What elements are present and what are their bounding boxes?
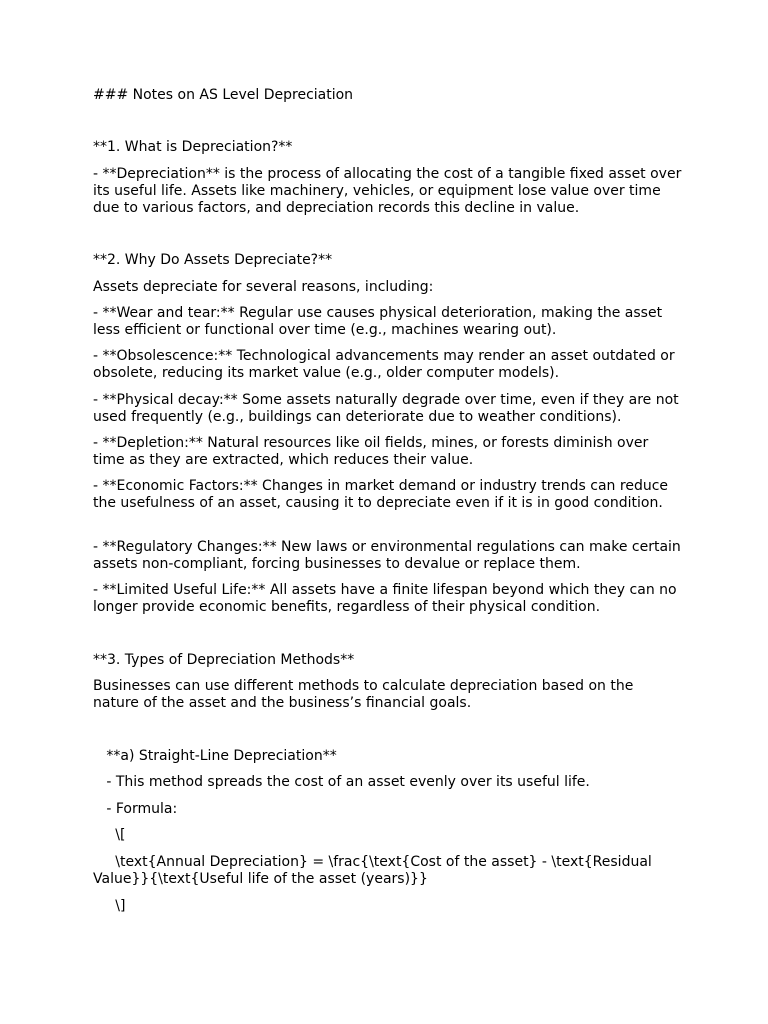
formula-open: \[ (93, 827, 126, 843)
section-1-paragraph: - **Depreciation** is the process of allocating the cost of a tangible fixed asset over its useful life. Assets like machinery, vehicles, or equipment lose value over time due to various factors, and depreciation records this decline in value. (93, 166, 686, 216)
bullet-obsolescence: - **Obsolescence:** Technological advancements may render an asset outdated or obsolete, reducing its market value (e.g., older computer models). (93, 348, 680, 381)
formula-close: \] (93, 898, 126, 914)
section-2-intro: Assets depreciate for several reasons, including: (93, 279, 434, 295)
section-2-heading: **2. Why Do Assets Depreciate?** (93, 252, 333, 268)
bullet-physical-decay: - **Physical decay:** Some assets naturally degrade over time, even if they are not used frequently (e.g., buildings can deteriorate due to weather conditions). (93, 392, 684, 425)
section-3-heading: **3. Types of Depreciation Methods** (93, 652, 355, 668)
section-1-heading: **1. What is Depreciation?** (93, 139, 293, 155)
bullet-limited-useful-life: - **Limited Useful Life:** All assets have a finite lifespan beyond which they can no longer provide economic benefits, regardless of their physical condition. (93, 582, 682, 615)
bullet-regulatory-changes: - **Regulatory Changes:** New laws or environmental regulations can make certain assets non-compliant, forcing businesses to devalue or replace them. (93, 539, 686, 572)
bullet-economic-factors: - **Economic Factors:** Changes in market demand or industry trends can reduce the usefulness of an asset, causing it to depreciate even if it is in good condition. (93, 478, 673, 511)
bullet-depletion: - **Depletion:** Natural resources like oil fields, mines, or forests diminish over time as they are extracted, which reduces their value. (93, 435, 653, 468)
bullet-wear-and-tear: - **Wear and tear:** Regular use causes physical deterioration, making the asset less efficient or functional over time (e.g., machines wearing out). (93, 305, 667, 338)
subsection-3a-heading: **a) Straight-Line Depreciation** (93, 748, 337, 764)
formula-body: \text{Annual Depreciation} = \frac{\text{Cost of the asset} - \text{Residual Value}}{\text{Useful life of the asset (years)}} (93, 854, 657, 887)
document-title: ### Notes on AS Level Depreciation (93, 87, 354, 103)
formula-label: - Formula: (93, 801, 178, 817)
subsection-3a-bullet: - This method spreads the cost of an asset evenly over its useful life. (93, 774, 590, 790)
section-3-intro: Businesses can use different methods to calculate depreciation based on the nature of the asset and the business’s financial goals. (93, 678, 638, 711)
